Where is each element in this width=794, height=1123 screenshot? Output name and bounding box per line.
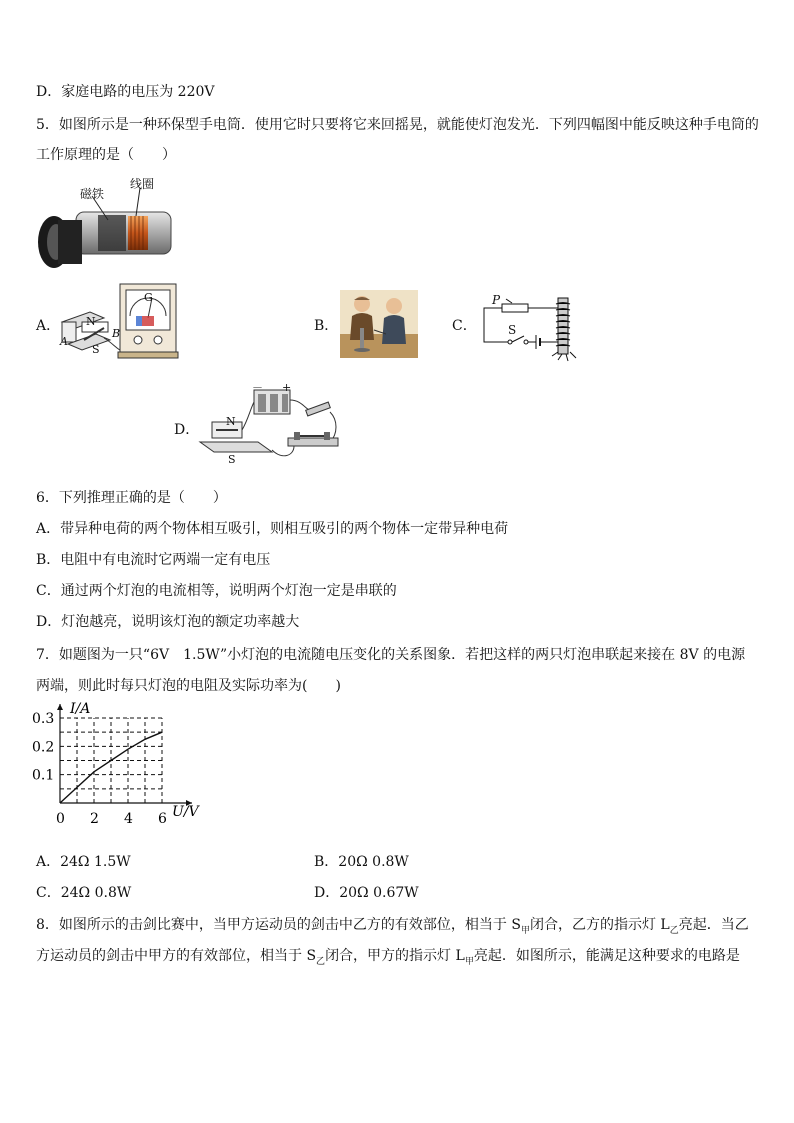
magnet-label: 磁铁 <box>80 187 105 201</box>
fig-a-n: N <box>86 315 96 328</box>
y-axis-label: I/A <box>70 701 91 717</box>
x-tick-label: 0 <box>56 811 65 827</box>
motor-circuit-figure <box>198 380 344 466</box>
q7-option-b: B．20Ω 0.8W <box>314 854 409 870</box>
y-tick-label: 0.2 <box>32 739 55 756</box>
q6-option-a: A．带异种电荷的两个物体相互吸引，则相互吸引的两个物体一定带异种电荷 <box>36 521 509 537</box>
galvanometer-figure <box>58 282 184 366</box>
q7-stem-line2: 两端，则此时每只灯泡的电阻及实际功率为( ) <box>36 678 341 694</box>
x-tick-label: 6 <box>158 811 167 827</box>
y-axis-arrow <box>57 704 63 710</box>
x-tick-label: 2 <box>90 811 99 827</box>
fig-a-s: S <box>92 343 100 356</box>
q8-line1-part-a: 8．如图所示的击剑比赛中，当甲方运动员的剑击中乙方的有效部位，相当于 S <box>36 917 521 933</box>
x-tick-label: 4 <box>124 811 133 827</box>
axes <box>57 704 192 806</box>
q5-option-d: D． <box>174 422 200 438</box>
q4-option-d: D．家庭电路的电压为 220V <box>36 84 215 100</box>
q8-sub-jia-2: 甲 <box>464 956 474 967</box>
fig-a-b: B <box>112 327 121 340</box>
fig-d-n: N <box>226 415 236 428</box>
q5-option-b: B． <box>314 318 339 334</box>
iu-graph <box>30 700 210 842</box>
q8-line1-part-c: 亮起．当乙 <box>678 917 749 933</box>
q6-stem: 6．下列推理正确的是（ ） <box>36 490 227 506</box>
fig-d-minus: － <box>252 381 263 394</box>
x-axis-label: U/V <box>172 804 199 820</box>
fig-c-p: P <box>492 293 501 307</box>
y-tick-label: 0.3 <box>32 711 55 727</box>
q5-option-a: A． <box>36 318 61 334</box>
flashlight-figure <box>36 172 176 272</box>
q8-sub-jia-1: 甲 <box>520 925 530 936</box>
q8-sub-yi-2: 乙 <box>316 956 326 967</box>
q8-line2-part-c: 亮起．如图所示，能满足这种要求的电路是 <box>473 948 740 964</box>
fig-c-s: S <box>508 323 517 337</box>
q8-line2-part-a: 方运动员的剑击中甲方的有效部位，相当于 S <box>36 948 317 964</box>
scientists-figure <box>340 290 418 358</box>
q7-option-a: A．24Ω 1.5W <box>36 854 131 870</box>
q8-line2-part-b: 闭合，甲方的指示灯 L <box>325 948 465 964</box>
q8-sub-yi-1: 乙 <box>669 925 679 936</box>
fig-d-plus: + <box>282 381 292 394</box>
iu-chart-svg <box>30 700 210 842</box>
q6-option-c: C．通过两个灯泡的电流相等，说明两个灯泡一定是串联的 <box>36 583 397 599</box>
q5-stem-line2: 工作原理的是（ ） <box>36 147 176 163</box>
q6-option-b: B．电阻中有电流时它两端一定有电压 <box>36 552 271 568</box>
q5-stem-line1: 5．如图所示是一种环保型手电筒．使用它时只要将它来回摇晃，就能使灯泡发光．下列四幅图中能反映这种手电筒的 <box>36 117 759 133</box>
q7-option-c: C．24Ω 0.8W <box>36 885 132 901</box>
q7-stem-line1: 7．如题图为一只“6V 1.5W”小灯泡的电流随电压变化的关系图象．若把这样的两只灯泡串联起来接在 8V 的电源 <box>36 647 746 663</box>
fig-a-a: A <box>60 335 68 348</box>
coil-label: 线圈 <box>130 177 155 191</box>
electromagnet-circuit-figure <box>474 290 584 362</box>
fig-d-s: S <box>228 453 236 466</box>
q8-line1-part-b: 闭合，乙方的指示灯 L <box>529 917 670 933</box>
fig-a-g: G <box>144 291 153 304</box>
q7-option-d: D．20Ω 0.67W <box>314 885 419 901</box>
tick-labels <box>32 711 167 827</box>
y-tick-label: 0.1 <box>32 767 55 784</box>
q8-stem-line2 <box>36 946 740 972</box>
q5-option-c: C． <box>452 318 477 334</box>
q8-stem-line1 <box>36 915 749 941</box>
q6-option-d: D．灯泡越亮，说明该灯泡的额定功率越大 <box>36 614 300 630</box>
